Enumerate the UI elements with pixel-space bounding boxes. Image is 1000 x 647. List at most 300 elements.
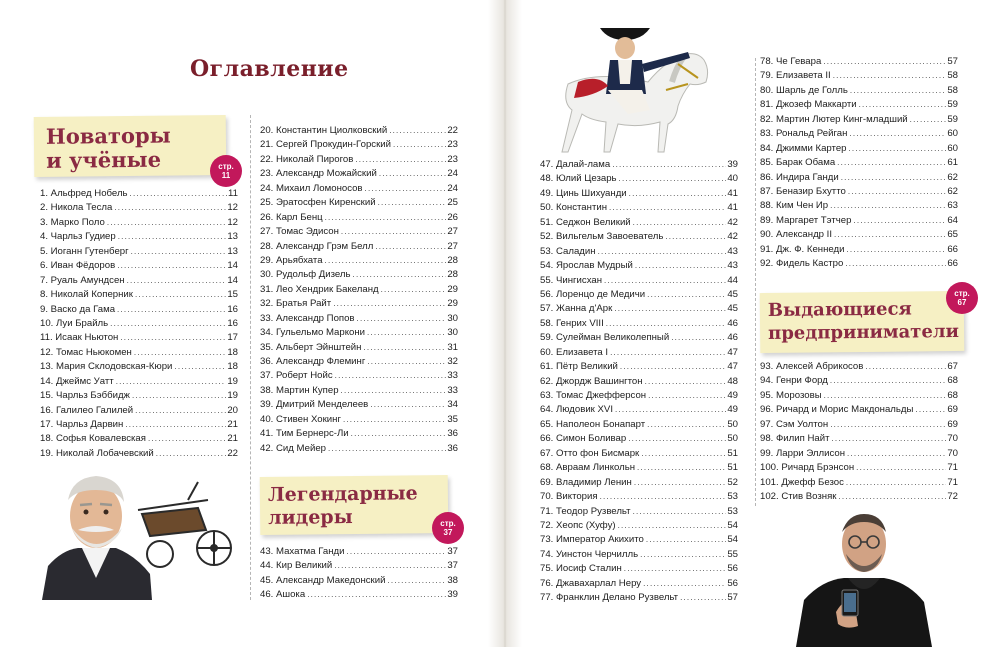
- dot-leader: [856, 461, 946, 475]
- dot-leader: [135, 288, 226, 302]
- toc-entry: [540, 591, 738, 605]
- toc-entry: [540, 533, 738, 547]
- entry-title: 22. Николай Пирогов: [260, 153, 354, 165]
- toc-entry: [40, 346, 238, 360]
- dot-leader: [156, 447, 227, 461]
- toc-entry: [760, 171, 958, 185]
- toc-entry: [260, 326, 458, 340]
- dot-leader: [393, 138, 446, 152]
- entry-title: 68. Авраам Линкольн: [540, 462, 636, 474]
- entry-page-number: 58: [947, 84, 958, 96]
- toc-entry: [40, 432, 238, 446]
- entry-title: 4. Чарльз Гудиер: [40, 231, 116, 243]
- toc-entry: [760, 84, 958, 98]
- entry-title: 17. Чарльз Дарвин: [40, 419, 124, 430]
- entry-page-number: 24: [447, 182, 458, 194]
- entry-title: 66. Симон Боливар: [540, 433, 627, 445]
- dot-leader: [915, 403, 946, 417]
- entry-page-number: 23: [447, 153, 458, 165]
- toc-entry: [760, 199, 958, 213]
- toc-entry: [760, 142, 958, 156]
- toc-entry: [540, 259, 738, 273]
- entry-title: 5. Иоганн Гутенберг: [40, 245, 129, 257]
- entry-title: 40. Стивен Хокинг: [260, 413, 341, 425]
- entry-page-number: 50: [727, 418, 738, 430]
- toc-entry: [760, 127, 958, 141]
- entry-title: 47. Далай-лама: [540, 159, 611, 170]
- entry-title: 76. Джавахарлал Неру: [540, 577, 642, 589]
- toc-entry: [760, 418, 958, 432]
- toc-entry: [760, 185, 958, 199]
- entry-page-number: 22: [227, 447, 238, 459]
- toc-entry: [760, 447, 958, 461]
- entry-page-number: 51: [727, 447, 738, 459]
- entry-page-number: 14: [227, 274, 238, 286]
- entry-page-number: 57: [727, 592, 738, 604]
- entry-page-number: 69: [947, 404, 958, 416]
- entry-page-number: 37: [447, 560, 458, 572]
- dot-leader: [634, 476, 726, 490]
- banner-line-2: предприниматели: [768, 320, 960, 344]
- toc-entry: [540, 288, 738, 302]
- toc-entry: [540, 505, 738, 519]
- dot-leader: [365, 182, 447, 196]
- dot-leader: [117, 303, 226, 317]
- entry-title: 23. Александр Можайский: [260, 168, 377, 180]
- dot-leader: [370, 398, 446, 412]
- entry-title: 80. Шарль де Голль: [760, 84, 848, 96]
- entry-page-number: 45: [727, 303, 738, 315]
- entry-title: 26. Карл Бенц: [260, 211, 323, 223]
- toc-list-col2b: [260, 545, 458, 603]
- badge-label: стр.: [954, 289, 970, 298]
- dot-leader: [132, 389, 226, 403]
- entry-title: 50. Константин: [540, 202, 607, 214]
- dot-leader: [341, 225, 446, 239]
- entry-title: 92. Фидель Кастро: [760, 258, 844, 270]
- toc-entry: [260, 398, 458, 412]
- toc-entry: [540, 172, 738, 186]
- entry-page-number: 16: [227, 303, 238, 315]
- entry-page-number: 42: [727, 216, 738, 228]
- dot-leader: [647, 418, 726, 432]
- entry-page-number: 66: [947, 243, 958, 255]
- dot-leader: [635, 259, 726, 273]
- entry-page-number: 59: [947, 99, 958, 111]
- entry-title: 12. Томас Ньюкомен: [40, 346, 132, 358]
- entry-page-number: 37: [447, 546, 458, 557]
- banner-line-1: Новаторы: [45, 122, 171, 149]
- entry-page-number: 62: [947, 171, 958, 183]
- toc-entry: [540, 577, 738, 591]
- entry-page-number: 28: [447, 269, 458, 281]
- toc-entry: [260, 369, 458, 383]
- entry-page-number: 39: [727, 159, 738, 170]
- dot-leader: [646, 533, 726, 547]
- dot-leader: [830, 418, 946, 432]
- entry-title: 81. Джозеф Маккарти: [760, 99, 857, 111]
- entry-title: 69. Владимир Ленин: [540, 476, 632, 488]
- entry-page-number: 23: [447, 139, 458, 151]
- entry-title: 82. Мартин Лютер Кинг-младший: [760, 113, 908, 125]
- entry-title: 56. Лоренцо де Медичи: [540, 288, 646, 300]
- book-spine: [488, 0, 522, 647]
- entry-title: 21. Сергей Прокудин-Горский: [260, 139, 391, 151]
- dot-leader: [606, 317, 727, 331]
- entry-title: 83. Рональд Рейган: [760, 128, 848, 140]
- dot-leader: [110, 317, 226, 331]
- entry-title: 15. Чарльз Бэббидж: [40, 390, 130, 402]
- dot-leader: [643, 577, 726, 591]
- badge-label: стр.: [440, 519, 456, 528]
- dot-leader: [846, 243, 946, 257]
- entry-title: 63. Томас Джефферсон: [540, 390, 647, 401]
- entry-title: 97. Сэм Уолтон: [760, 418, 829, 430]
- entry-title: 89. Маргарет Тэтчер: [760, 214, 852, 226]
- entry-title: 13. Мария Склодовская-Кюри: [40, 361, 173, 373]
- entry-page-number: 11: [228, 188, 238, 199]
- dot-leader: [125, 418, 226, 432]
- dot-leader: [610, 346, 726, 360]
- entry-title: 65. Наполеон Бонапарт: [540, 418, 646, 430]
- dot-leader: [107, 216, 227, 230]
- entry-page-number: 53: [727, 491, 738, 503]
- entry-page-number: 42: [727, 231, 738, 243]
- toc-entry: [40, 303, 238, 317]
- entry-title: 91. Дж. Ф. Кеннеди: [760, 243, 845, 255]
- toc-entry: [540, 562, 738, 576]
- page-badge-leaders: [432, 512, 464, 544]
- toc-entry: [760, 228, 958, 242]
- entry-title: 20. Константин Циолковский: [260, 125, 388, 136]
- toc-entry: [540, 230, 738, 244]
- entry-page-number: 56: [727, 577, 738, 589]
- dot-leader: [824, 389, 947, 403]
- entry-title: 58. Генрих VIII: [540, 317, 604, 329]
- entry-page-number: 71: [947, 462, 958, 474]
- entry-page-number: 30: [447, 327, 458, 339]
- dot-leader: [645, 375, 727, 389]
- toc-entry: [540, 403, 738, 417]
- entry-title: 6. Иван Фёдоров: [40, 260, 116, 272]
- entry-title: 11. Исаак Ньютон: [40, 332, 119, 344]
- toc-entry: [760, 98, 958, 112]
- entry-page-number: 22: [447, 125, 458, 136]
- portrait-illustration-entrepreneur: [792, 508, 936, 647]
- toc-entry: [760, 374, 958, 388]
- entry-page-number: 14: [227, 260, 238, 272]
- dot-leader: [637, 461, 726, 475]
- entry-title: 79. Елизавета II: [760, 70, 831, 82]
- dot-leader: [604, 274, 726, 288]
- entry-title: 77. Франклин Делано Рузвельт: [540, 592, 679, 604]
- entry-page-number: 58: [947, 70, 958, 82]
- toc-entry: [260, 427, 458, 441]
- entry-title: 43. Махатма Ганди: [260, 546, 345, 557]
- entry-page-number: 41: [727, 187, 738, 199]
- badge-number: 67: [957, 298, 967, 307]
- toc-entry: [540, 360, 738, 374]
- dot-leader: [910, 113, 947, 127]
- dot-leader: [641, 447, 726, 461]
- entry-page-number: 65: [947, 229, 958, 241]
- toc-entry: [760, 389, 958, 403]
- dot-leader: [628, 432, 726, 446]
- dot-leader: [624, 562, 727, 576]
- entry-title: 8. Николай Коперник: [40, 289, 133, 301]
- toc-entry: [40, 288, 238, 302]
- dot-leader: [117, 259, 226, 273]
- toc-list-col1: [40, 187, 238, 461]
- entry-page-number: 46: [727, 332, 738, 344]
- toc-entry: [260, 312, 458, 326]
- dot-leader: [367, 355, 446, 369]
- dot-leader: [378, 196, 447, 210]
- dot-leader: [333, 297, 446, 311]
- toc-entry: [40, 230, 238, 244]
- entry-title: 71. Теодор Рузвельт: [540, 505, 631, 517]
- entry-page-number: 68: [947, 389, 958, 401]
- dot-leader: [341, 384, 447, 398]
- toc-entry: [760, 490, 958, 504]
- entry-page-number: 12: [227, 216, 238, 228]
- dot-leader: [648, 389, 726, 403]
- entry-page-number: 60: [947, 142, 958, 154]
- entry-page-number: 15: [227, 289, 238, 301]
- toc-entry: [260, 225, 458, 239]
- entry-title: 55. Чингисхан: [540, 274, 603, 286]
- dot-leader: [375, 240, 446, 254]
- entry-page-number: 64: [947, 214, 958, 226]
- entry-title: 95. Морозовы: [760, 389, 822, 401]
- dot-leader: [830, 199, 946, 213]
- entry-title: 96. Ричард и Морис Макдональды: [760, 404, 914, 416]
- entry-page-number: 54: [727, 534, 738, 546]
- entry-page-number: 48: [727, 375, 738, 387]
- section-banner-entrepreneurs: [760, 291, 965, 353]
- entry-title: 46. Ашока: [260, 589, 306, 601]
- entry-title: 85. Барак Обама: [760, 157, 836, 169]
- toc-entry: [260, 341, 458, 355]
- entry-page-number: 18: [227, 361, 238, 373]
- entry-title: 61. Пётр Великий: [540, 361, 618, 373]
- dot-leader: [357, 312, 447, 326]
- entry-page-number: 61: [947, 157, 958, 169]
- page-badge-entrepreneurs: [946, 282, 978, 314]
- dot-leader: [847, 447, 946, 461]
- entry-page-number: 68: [947, 375, 958, 387]
- dot-leader: [615, 403, 726, 417]
- entry-page-number: 66: [947, 258, 958, 270]
- dot-leader: [848, 185, 947, 199]
- entry-title: 78. Че Гевара: [760, 56, 822, 67]
- entry-page-number: 70: [947, 433, 958, 445]
- dot-leader: [174, 360, 226, 374]
- badge-number: 37: [443, 528, 453, 537]
- dot-leader: [633, 216, 727, 230]
- dot-leader: [853, 214, 946, 228]
- toc-entry: [40, 418, 238, 432]
- entry-page-number: 67: [947, 361, 958, 372]
- toc-entry: [540, 375, 738, 389]
- entry-title: 28. Александр Грэм Белл: [260, 240, 374, 252]
- dot-leader: [640, 548, 726, 562]
- entry-page-number: 52: [727, 476, 738, 488]
- entry-title: 31. Лео Хендрик Бакеланд: [260, 283, 379, 295]
- toc-entry: [540, 490, 738, 504]
- entry-title: 87. Беназир Бхутто: [760, 185, 846, 197]
- toc-entry: [40, 389, 238, 403]
- dot-leader: [620, 360, 726, 374]
- entry-page-number: 27: [447, 226, 458, 238]
- toc-entry: [540, 389, 738, 403]
- entry-title: 44. Кир Великий: [260, 560, 333, 572]
- entry-title: 37. Роберт Нойс: [260, 370, 333, 382]
- badge-number: 11: [221, 171, 231, 180]
- entry-page-number: 28: [447, 254, 458, 266]
- toc-entry: [260, 588, 458, 602]
- entry-page-number: 12: [227, 202, 238, 214]
- dot-leader: [335, 369, 447, 383]
- toc-entry: [760, 55, 958, 69]
- toc-entry: [40, 375, 238, 389]
- toc-entry: [260, 574, 458, 588]
- toc-entry: [260, 182, 458, 196]
- entry-title: 64. Людовик XVI: [540, 404, 613, 416]
- entry-page-number: 33: [447, 370, 458, 382]
- toc-entry: [760, 156, 958, 170]
- entry-title: 27. Томас Эдисон: [260, 226, 339, 238]
- section-banner-innovators: [34, 115, 227, 177]
- entry-title: 90. Александр II: [760, 229, 833, 241]
- toc-entry: [260, 268, 458, 282]
- dot-leader: [833, 69, 947, 83]
- dot-leader: [363, 341, 446, 355]
- badge-label: стр.: [218, 162, 234, 171]
- entry-page-number: 36: [447, 442, 458, 454]
- toc-entry: [540, 201, 738, 215]
- dot-leader: [130, 187, 227, 201]
- toc-entry: [760, 360, 958, 374]
- toc-entry: [260, 283, 458, 297]
- entry-page-number: 71: [947, 476, 958, 488]
- entry-page-number: 63: [947, 200, 958, 212]
- toc-list-col2: [260, 124, 458, 456]
- entry-page-number: 46: [727, 317, 738, 329]
- dot-leader: [353, 268, 447, 282]
- column-divider: [755, 58, 756, 506]
- dot-leader: [355, 153, 446, 167]
- toc-entry: [760, 243, 958, 257]
- entry-title: 84. Джимми Картер: [760, 142, 847, 154]
- toc-entry: [40, 360, 238, 374]
- toc-entry: [260, 297, 458, 311]
- entry-page-number: 21: [227, 419, 238, 430]
- entry-page-number: 19: [227, 390, 238, 402]
- toc-entry: [760, 461, 958, 475]
- entry-title: 73. Император Акихито: [540, 534, 644, 546]
- entry-page-number: 44: [727, 274, 738, 286]
- toc-entry: [760, 113, 958, 127]
- toc-entry: [760, 476, 958, 490]
- entry-title: 35. Альберт Эйнштейн: [260, 341, 362, 353]
- toc-entry: [540, 432, 738, 446]
- entry-title: 86. Индира Ганди: [760, 171, 839, 183]
- dot-leader: [614, 302, 726, 316]
- entry-title: 49. Цинь Шихуанди: [540, 187, 627, 199]
- entry-title: 39. Дмитрий Менделеев: [260, 399, 369, 411]
- entry-page-number: 45: [727, 288, 738, 300]
- dot-leader: [619, 172, 727, 186]
- entry-page-number: 50: [727, 433, 738, 445]
- toc-entry: [540, 187, 738, 201]
- entry-title: 36. Александр Флеминг: [260, 356, 366, 367]
- entry-page-number: 56: [727, 563, 738, 575]
- entry-page-number: 17: [227, 332, 238, 344]
- entry-page-number: 62: [947, 185, 958, 197]
- dot-leader: [135, 404, 226, 418]
- motorcar-icon: [138, 482, 231, 567]
- entry-page-number: 31: [447, 341, 458, 353]
- toc-entry: [540, 216, 738, 230]
- entry-title: 98. Филип Найт: [760, 433, 830, 445]
- entry-page-number: 19: [227, 375, 238, 387]
- entry-page-number: 41: [727, 202, 738, 214]
- toc-entry: [260, 124, 458, 138]
- entry-page-number: 27: [447, 240, 458, 252]
- dot-leader: [325, 211, 447, 225]
- entry-title: 102. Стив Возняк: [760, 490, 837, 502]
- entry-title: 59. Сулейман Великолепный: [540, 332, 670, 344]
- dot-leader: [671, 331, 726, 345]
- dot-leader: [328, 442, 446, 456]
- toc-entry: [760, 257, 958, 271]
- toc-entry: [40, 201, 238, 215]
- toc-entry: [540, 331, 738, 345]
- toc-entry: [260, 240, 458, 254]
- dot-leader: [120, 331, 226, 345]
- toc-entry: [260, 355, 458, 369]
- entry-title: 99. Ларри Эллисон: [760, 447, 845, 459]
- entry-page-number: 47: [727, 346, 738, 358]
- dot-leader: [680, 591, 726, 605]
- toc-entry: [540, 317, 738, 331]
- dot-leader: [127, 274, 227, 288]
- toc-list-col4b: [760, 360, 958, 504]
- entry-page-number: 49: [727, 404, 738, 416]
- dot-leader: [114, 201, 226, 215]
- man-portrait-icon: [42, 476, 152, 600]
- toc-entry: [540, 548, 738, 562]
- dot-leader: [849, 142, 947, 156]
- toc-list-col4: [760, 55, 958, 272]
- dot-leader: [389, 124, 446, 138]
- dot-leader: [379, 167, 447, 181]
- entry-title: 38. Мартин Купер: [260, 384, 339, 396]
- dot-leader: [347, 545, 447, 559]
- entry-title: 74. Уинстон Черчилль: [540, 548, 639, 560]
- dot-leader: [351, 427, 447, 441]
- entry-title: 88. Ким Чен Ир: [760, 200, 829, 212]
- entry-title: 7. Руаль Амундсен: [40, 274, 125, 286]
- toc-entry: [40, 331, 238, 345]
- entry-title: 54. Ярослав Мудрый: [540, 260, 633, 272]
- dot-leader: [131, 245, 227, 259]
- entry-page-number: 43: [727, 245, 738, 257]
- toc-entry: [540, 274, 738, 288]
- entry-page-number: 13: [227, 231, 238, 243]
- dot-leader: [865, 360, 946, 374]
